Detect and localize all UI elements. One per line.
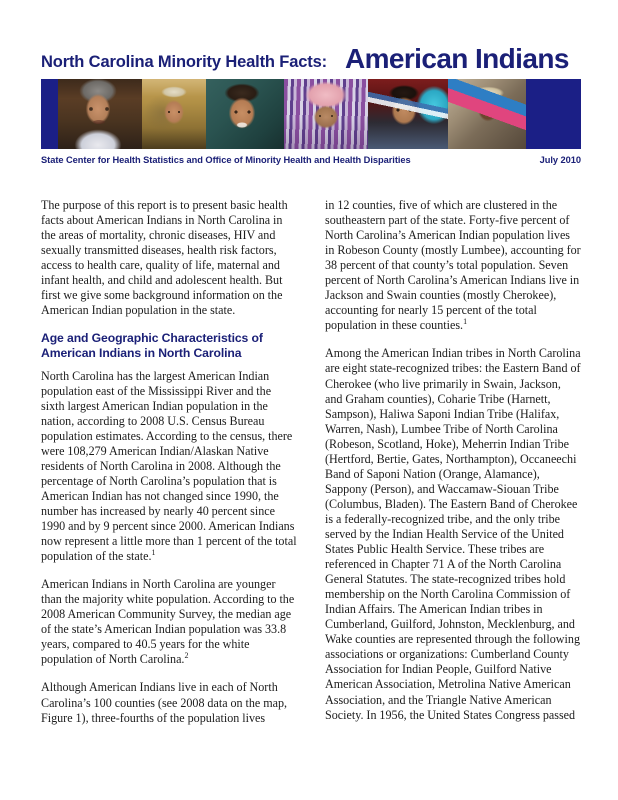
header-photo-strip bbox=[41, 79, 581, 149]
strip-right-cap bbox=[526, 79, 543, 149]
section-heading-age-geographic: Age and Geographic Characteristics of American Indians in North Carolina bbox=[41, 331, 263, 360]
photo-elder-woman-headscarf bbox=[284, 79, 368, 149]
photo-baby bbox=[368, 79, 448, 149]
paragraph-median-age bbox=[41, 577, 297, 667]
paragraph-county-concentration bbox=[325, 198, 581, 333]
paragraph-county-distribution: Although American Indians live in each of North Carolina’s 100 counties (see 2008 data on the map, Figure 1), three-fourths of the population lives bbox=[41, 680, 288, 725]
page-title-series: North Carolina Minority Health Facts: bbox=[41, 53, 327, 71]
right-column bbox=[325, 198, 581, 778]
footnote-marker: 1 bbox=[151, 548, 156, 558]
paragraph-population-size-text: North Carolina has the largest American Indian population east of the Mississippi River and the sixth largest American Indian population in the nation, according to 2008 U.S. Census Bureau population estimates. According to the census, there were 108,279 American Indian/Alaskan Native residents of North Carolina in 2008. Although the percentage of North Carolina’s population that is American Indian has not changed since 1990, the number has increased by nearly 40 percent since 1990 and by 9 percent since 2000. American Indians now represent a little more than 1 percent of the total population of the state. bbox=[41, 368, 297, 564]
page-title-topic: American Indians bbox=[344, 43, 569, 74]
paragraph-tribes: Among the American Indian tribes in North Carolina are eight state-recognized tribes: the Eastern Band of Cherokee (who live primarily in Swain, Jackson, and Graham counties), Coharie Tribe (Harnett, Sampson), Haliwa Saponi Indian Tribe (Halifax, Warren, Nash), Lumbee Tribe of North Carolina (Robeson, Scotland, Hoke), Meherrin Indian Tribe (Hertford, Bertie, Gates, Northampton), Occaneechi Band of Saponi Nation (Orange, Alamance), Sappony (Person), and Waccamaw-Siouan Tribe (Columbus, Bladen). The Eastern Band of Cherokee is a federally-recognized tribe, and the only tribe served by the Indian Health Service of the United States Public Health Service. These tribes are referenced in Chapter 71 A of the North Carolina General Statutes. The state-recognized tribes hold membership on the North Carolina Commission of Indian Affairs. The American Indian tribes in Cumberland, Guilford, Johnston, Mecklenburg, and Wake counties are represented through the following associations or organizations: Cumberland County Association for Indian People, Guilford Native American Association, Metrolina Native American Association, and the Triangle Native American Society. In 1956, the United States Congress passed bbox=[325, 346, 581, 722]
body-columns bbox=[41, 198, 581, 778]
footnote-marker: 1 bbox=[463, 317, 468, 327]
footnote-marker: 2 bbox=[184, 651, 189, 661]
masthead bbox=[41, 44, 581, 165]
left-column bbox=[41, 198, 297, 778]
strip-left-cap bbox=[41, 79, 58, 149]
paragraph-county-concentration-text: in 12 counties, five of which are clustered in the southeastern part of the state. Forty-five percent of North Carolina’s American Indian population lives in Robeson County (mostly Lumbee), accounting for 38 percent of that county’s total population. Seven percent of North Carolina’s American Indians live in Jackson and Swain counties (mostly Cherokee), accounting for nearly 15 percent of the total population in these counties. bbox=[325, 198, 581, 333]
photo-young-woman-crown bbox=[142, 79, 206, 149]
agency-bar bbox=[41, 155, 581, 165]
photo-dancer-regalia bbox=[448, 79, 526, 149]
paragraph-median-age-text: American Indians in North Carolina are younger than the majority white population. According to the 2008 American Community Survey, the median age of the state’s American Indian population was 33.8 years, compared to 40.5 years for the white population of North Carolina. bbox=[41, 577, 295, 667]
photo-elder-man bbox=[58, 79, 142, 149]
photo-smiling-boy bbox=[206, 79, 284, 149]
paragraph-population-size bbox=[41, 369, 297, 565]
agency-name: State Center for Health Statistics and Office of Minority Health and Health Disparities bbox=[41, 155, 411, 165]
title-row bbox=[41, 44, 581, 74]
paragraph-purpose: The purpose of this report is to present basic health facts about American Indians in North Carolina in the areas of mortality, chronic diseases, HIV and sexually transmitted diseases, health risk factors, access to health care, quality of life, maternal and infant health, and child and adolescent health. But first we give some background information on the American Indian population in the state. bbox=[41, 198, 288, 318]
publication-date: July 2010 bbox=[539, 155, 581, 165]
